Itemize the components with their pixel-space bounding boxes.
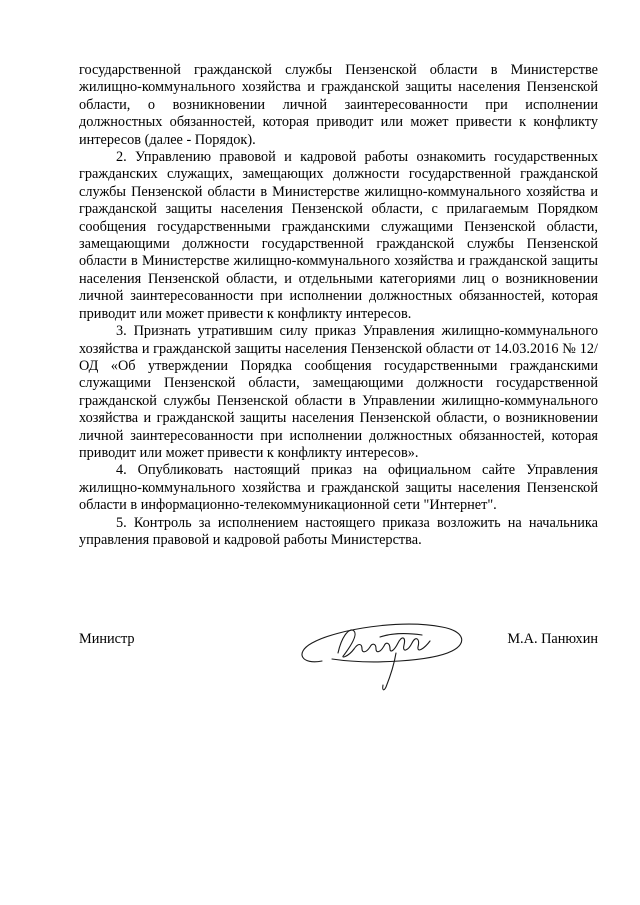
paragraph-item-2: 2. Управлению правовой и кадровой работы ознакомить государственных гражданских служащих, замещающих должности государственной гражданской службы Пензенской области в Министерстве жилищно-коммунального хозяйства и гражданской защиты населения Пензенской области, с прилагаемым Порядком сообщения государственными гражданскими служащими Пензенской области, замещающими должности государственной гражданской службы Пензенской области в Министерстве жилищно-коммунального хозяйства и гражданской защиты населения Пензенской области, и отдельными категориями лиц о возникновении личной заинтересованности при исполнении должностных обязанностей, которая приводит или может привести к конфликту интересов. <box>79 149 598 322</box>
paragraph-item-4: 4. Опубликовать настоящий приказ на официальном сайте Управления жилищно-коммунального хозяйства и гражданской защиты населения Пензенской области в информационно-телекоммуникационной сети "Интернет". <box>79 462 598 514</box>
paragraph-intro-continuation: государственной гражданской службы Пензенской области в Министерстве жилищно-коммунального хозяйства и гражданской защиты населения Пензенской области, о возникновении личной заинтересованности при исполнении должностных обязанностей, которая приводит или может привести к конфликту интересов (далее - Порядок). <box>79 62 598 148</box>
signer-title: Министр <box>79 631 135 647</box>
signer-name: М.А. Панюхин <box>507 631 598 647</box>
document-body <box>79 62 598 549</box>
handwritten-signature <box>292 613 472 693</box>
paragraph-item-3: 3. Признать утратившим силу приказ Управления жилищно-коммунального хозяйства и гражданской защиты населения Пензенской области от 14.03.2016 № 12/ОД «Об утверждении Порядка сообщения государственными гражданскими служащими Пензенской области, замещающими должности государственной гражданской службы Пензенской области в Управлении жилищно-коммунального хозяйства и гражданской защиты населения Пензенской области, о возникновении личной заинтересованности при исполнении должностных обязанностей, которая приводит или может привести к конфликту интересов». <box>79 323 598 461</box>
paragraph-item-5: 5. Контроль за исполнением настоящего приказа возложить на начальника управления правовой и кадровой работы Министерства. <box>79 514 598 548</box>
signature-block <box>79 627 598 697</box>
